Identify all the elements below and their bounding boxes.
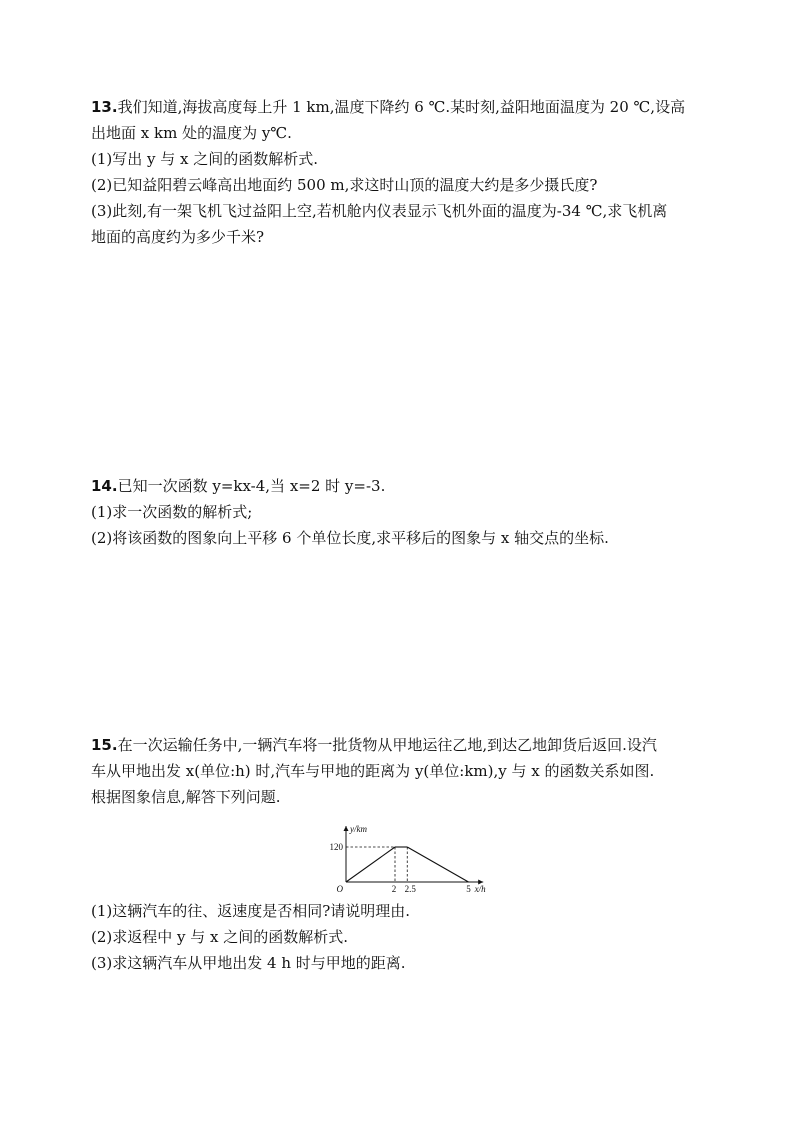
- q14-part-2: (2)将该函数的图象向上平移 6 个单位长度,求平移后的图象与 x 轴交点的坐标.: [91, 529, 609, 547]
- graph-svg: [320, 822, 486, 894]
- distance-time-graph: [320, 822, 486, 894]
- x-tick-2: 2: [391, 884, 397, 894]
- x-axis-label: x/h: [474, 884, 486, 894]
- q14-number: 14.: [91, 477, 118, 495]
- q13-part-3: (3)此刻,有一架飞机飞过益阳上空,若机舱内仪表显示飞机外面的温度为-34 ℃,求飞机离: [91, 202, 668, 220]
- q13-number: 13.: [91, 98, 118, 116]
- series-segment-1: [346, 847, 395, 882]
- q13-part-3-cont: 地面的高度约为多少千米?: [91, 228, 265, 246]
- y-tick-120: 120: [329, 842, 343, 852]
- question-15-parts: [91, 898, 701, 976]
- q14-part-1: (1)求一次函数的解析式;: [91, 503, 253, 521]
- q15-line-1: 15.在一次运输任务中,一辆汽车将一批货物从甲地运往乙地,到达乙地卸货后返回.设汽: [91, 736, 657, 754]
- x-tick-2-5: 2.5: [404, 884, 416, 894]
- q13-line-2: 出地面 x km 处的温度为 y℃.: [91, 124, 292, 142]
- q15-line-2: 车从甲地出发 x(单位:h) 时,汽车与甲地的距离为 y(单位:km),y 与 x 的函数关系如图.: [91, 762, 655, 780]
- q15-part-2: (2)求返程中 y 与 x 之间的函数解析式.: [91, 928, 349, 946]
- q13-part-1: (1)写出 y 与 x 之间的函数解析式.: [91, 150, 319, 168]
- q15-line-3: 根据图象信息,解答下列问题.: [91, 788, 281, 806]
- q15-number: 15.: [91, 736, 118, 754]
- q15-part-1: (1)这辆汽车的往、返速度是否相同?请说明理由.: [91, 902, 411, 920]
- q13-line-1: 13.我们知道,海拔高度每上升 1 km,温度下降约 6 ℃.某时刻,益阳地面温度为 20 ℃,设高: [91, 98, 686, 116]
- y-axis-label: y/km: [350, 824, 367, 834]
- q13-part-2: (2)已知益阳碧云峰高出地面约 500 m,求这时山顶的温度大约是多少摄氏度?: [91, 176, 598, 194]
- series-segment-3: [407, 847, 468, 882]
- origin-label: O: [336, 884, 343, 894]
- question-14: [91, 473, 701, 551]
- question-15: [91, 732, 701, 810]
- q15-part-3: (3)求这辆汽车从甲地出发 4 h 时与甲地的距离.: [91, 954, 406, 972]
- q14-line-1: 14.已知一次函数 y=kx-4,当 x=2 时 y=-3.: [91, 477, 386, 495]
- question-13: [91, 94, 701, 250]
- x-tick-5: 5: [466, 884, 471, 894]
